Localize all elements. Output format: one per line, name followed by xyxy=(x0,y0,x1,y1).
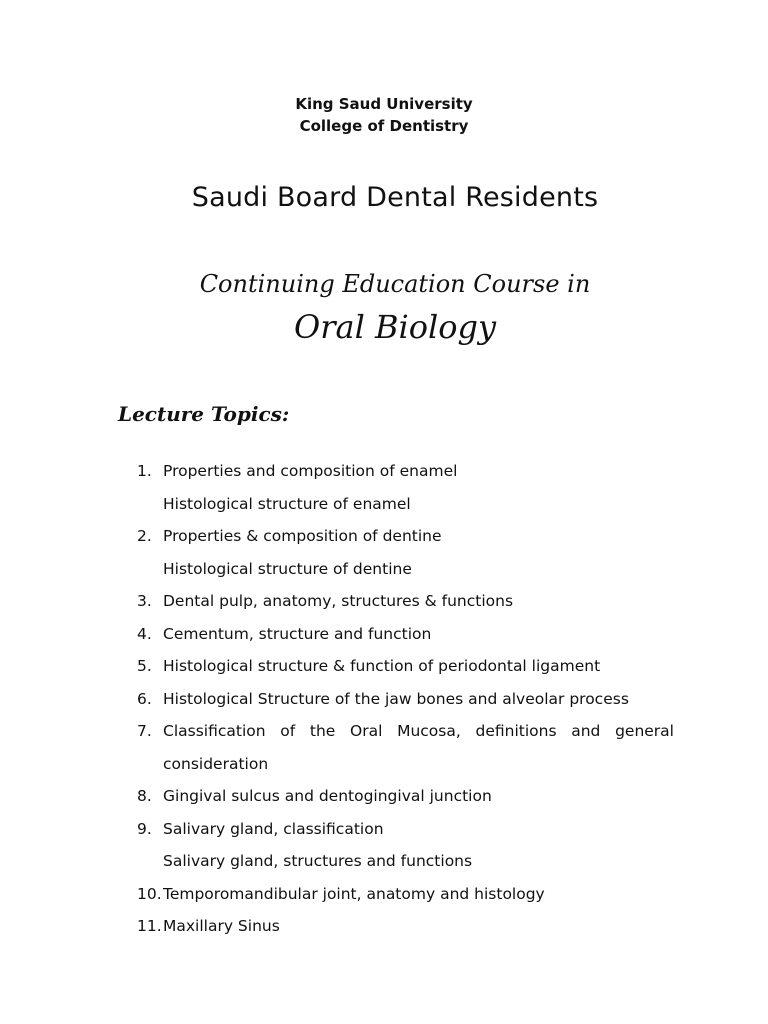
item-text: Temporomandibular joint, anatomy and histology xyxy=(163,884,545,903)
list-item xyxy=(0,490,768,523)
item-number: 3. xyxy=(137,592,152,610)
board-title: Saudi Board Dental Residents xyxy=(191,182,599,213)
item-text: Classification of the Oral Mucosa, definitions and general xyxy=(163,722,674,740)
list-item xyxy=(0,457,768,490)
item-number: 7. xyxy=(137,722,152,740)
list-item xyxy=(0,717,768,750)
item-number: 9. xyxy=(137,819,152,838)
item-text: Histological structure of enamel xyxy=(163,494,411,513)
university-name: King Saud University xyxy=(295,95,473,113)
item-number: 5. xyxy=(137,657,152,675)
list-item xyxy=(0,750,768,783)
list-item xyxy=(0,555,768,588)
list-item xyxy=(0,880,768,913)
list-item xyxy=(0,587,768,620)
list-item xyxy=(0,815,768,848)
item-number: 6. xyxy=(137,689,152,708)
course-subject: Oral Biology xyxy=(293,308,497,346)
list-item xyxy=(0,912,768,945)
item-number: 4. xyxy=(137,624,152,643)
list-item xyxy=(0,782,768,815)
course-line: Continuing Education Course in xyxy=(199,270,591,298)
item-text: Dental pulp, anatomy, structures & functions xyxy=(163,592,514,610)
item-number: 10. xyxy=(137,884,162,903)
item-text: Salivary gland, structures and functions xyxy=(163,852,473,870)
item-text: consideration xyxy=(163,754,269,773)
topics-list xyxy=(0,457,768,945)
list-item xyxy=(0,522,768,555)
item-number: 1. xyxy=(137,462,152,480)
item-text: Histological Structure of the jaw bones and alveolar process xyxy=(163,689,629,708)
topics-heading: Lecture Topics: xyxy=(118,402,290,426)
list-item xyxy=(0,685,768,718)
item-text: Properties & composition of dentine xyxy=(163,527,442,545)
item-text: Histological structure & function of periodontal ligament xyxy=(163,657,601,675)
item-text: Properties and composition of enamel xyxy=(163,462,458,480)
list-item xyxy=(0,847,768,880)
item-text: Salivary gland, classification xyxy=(163,819,384,838)
college-name: College of Dentistry xyxy=(299,117,469,135)
list-item xyxy=(0,620,768,653)
item-number: 8. xyxy=(137,787,152,805)
item-number: 11. xyxy=(137,917,162,935)
item-number: 2. xyxy=(137,527,152,545)
institution-header xyxy=(0,93,768,137)
item-text: Gingival sulcus and dentogingival junction xyxy=(163,787,492,805)
list-item xyxy=(0,652,768,685)
item-text: Cementum, structure and function xyxy=(163,624,432,643)
item-text: Histological structure of dentine xyxy=(163,559,412,578)
item-text: Maxillary Sinus xyxy=(163,917,280,935)
